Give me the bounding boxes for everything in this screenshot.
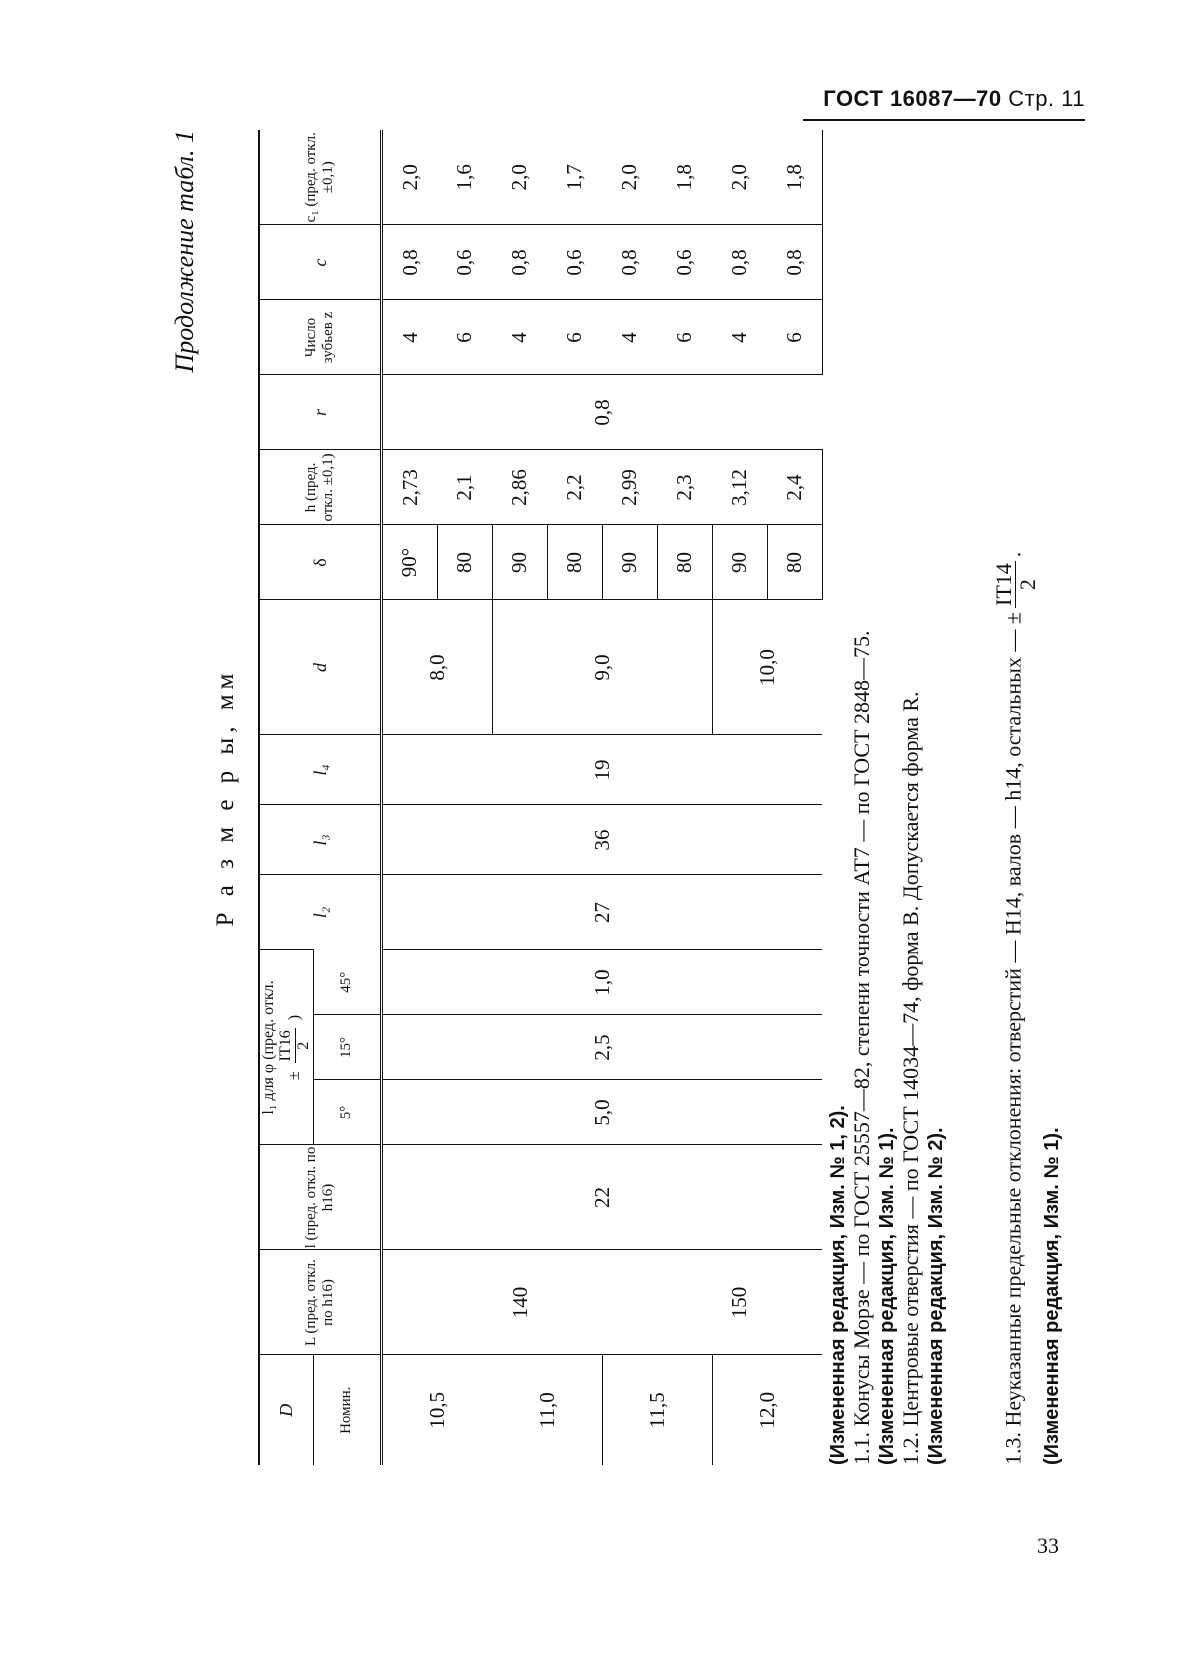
header-rule [803, 119, 1085, 121]
cell-delta: 80 [437, 525, 492, 600]
cell-h: 2,1 [437, 450, 492, 525]
cell-delta: 90° [381, 525, 437, 600]
note-1-3-amendment: (Измененная редакция, Изм. № 1). [1041, 1127, 1064, 1465]
cell-z: 4 [492, 300, 547, 375]
cell-z: 6 [437, 300, 492, 375]
cell-l1-45: 1,0 [381, 950, 822, 1015]
cell-h: 3,12 [712, 450, 767, 525]
cell-l2: 27 [381, 875, 822, 950]
col-l2: l₂ [259, 875, 381, 950]
col-h: h (пред. откл. ±0,1) [259, 450, 381, 525]
cell-D: 12,0 [712, 1355, 822, 1465]
cell-z: 6 [657, 300, 712, 375]
table-title: Р а з м е р ы, мм [212, 668, 239, 927]
cell-h: 2,2 [547, 450, 602, 525]
cell-c: 0,6 [547, 225, 602, 300]
col-l: l (пред. откл. по h16) [259, 1145, 381, 1250]
rotated-content [170, 130, 1080, 1465]
col-c: c [259, 225, 381, 300]
cell-c1: 2,0 [727, 164, 752, 191]
col-5deg: 5° [313, 1080, 381, 1145]
cell-c: 0,6 [437, 225, 492, 300]
continuation-label: Продолжение табл. 1 [170, 130, 199, 373]
cell-c1: 2,0 [397, 164, 422, 191]
cell-L: 150 [657, 1250, 822, 1355]
cell-l4: 19 [381, 735, 822, 805]
cell-z: 6 [767, 300, 822, 375]
cell-c1: 2,0 [617, 164, 642, 191]
col-15deg: 15° [313, 1015, 381, 1080]
note-1-2-amendment: (Измененная редакция, Изм. № 2). [925, 1127, 947, 1465]
note-1-1-amendment: (Измененная редакция, Изм. № 1). [876, 1127, 898, 1465]
cell-d: 9,0 [492, 600, 712, 735]
cell-h: 2,99 [602, 450, 657, 525]
standard-number: ГОСТ 16087—70 [823, 86, 1002, 111]
col-45deg: 45° [313, 950, 381, 1015]
cell-h: 2,86 [492, 450, 547, 525]
notes-section [825, 130, 1064, 1465]
note-1-1: 1.1. Конусы Морзе — по ГОСТ 25557—82, степени точности АТ7 — по ГОСТ 2848—75. [849, 630, 874, 1465]
cell-h: 2,4 [767, 450, 822, 525]
cell-D: 11,5 [602, 1355, 712, 1465]
col-r: r [259, 375, 381, 450]
cell-c: 0,6 [657, 225, 712, 300]
cell-r: 0,8 [381, 375, 822, 450]
cell-D: 11,0 [492, 1355, 602, 1465]
page-number: 33 [1037, 1533, 1059, 1558]
col-D: D [259, 1355, 313, 1465]
cell-c1: 1,8 [672, 164, 697, 191]
col-delta: δ [259, 525, 381, 600]
cell-D: 10,5 [381, 1355, 492, 1465]
cell-z: 4 [712, 300, 767, 375]
cell-l1-15: 2,5 [381, 1015, 822, 1080]
page-header [823, 86, 1085, 112]
cell-l: 22 [381, 1145, 822, 1250]
cell-l3: 36 [381, 805, 822, 875]
cell-delta: 90 [602, 525, 657, 600]
col-z: Число зубьев z [259, 300, 381, 375]
col-l4: l₄ [259, 735, 381, 805]
it14-fraction: IT14 2 [991, 563, 1041, 606]
cell-c: 0,8 [602, 225, 657, 300]
page-label: Стр. 11 [1008, 86, 1085, 111]
cell-delta: 80 [767, 525, 822, 600]
col-d: d [259, 600, 381, 735]
cell-l1-5: 5,0 [381, 1080, 822, 1145]
cell-c1: 2,0 [507, 164, 532, 191]
cell-z: 4 [602, 300, 657, 375]
col-c1: c₁ (пред. откл. ±0,1) [259, 130, 381, 225]
cell-L: 140 [381, 1250, 657, 1355]
cell-delta: 80 [657, 525, 712, 600]
cell-z: 4 [381, 300, 437, 375]
cell-c1: 1,7 [562, 164, 587, 191]
note-amendment: (Измененная редакция, Изм. № 1, 2). [827, 1105, 849, 1465]
cell-c1: 1,8 [767, 130, 822, 225]
col-l3: l₃ [259, 805, 381, 875]
cell-c: 0,8 [492, 225, 547, 300]
cell-delta: 80 [547, 525, 602, 600]
note-1-3: 1.3. Неуказанные предельные отклонения: отверстий — H14, валов — h14, остальных — ± IT14 2 . [991, 551, 1041, 1465]
cell-c: 0,8 [712, 225, 767, 300]
it16-fraction: IT16 2 [277, 1030, 313, 1062]
cell-z: 6 [547, 300, 602, 375]
cell-c1: 1,6 [452, 164, 477, 191]
col-L: L (пред. откл. по h16) [259, 1250, 381, 1355]
col-nominal: Номин. [313, 1355, 381, 1465]
col-l1: l₁ для φ (пред. откл. ± IT16 2 ) [259, 950, 313, 1145]
cell-h: 2,3 [657, 450, 712, 525]
cell-d: 10,0 [712, 600, 822, 735]
cell-c: 0,8 [767, 225, 822, 300]
note-1-2: 1.2. Центровые отверстия — по ГОСТ 14034—74, форма В. Допускается форма R. [898, 691, 923, 1465]
cell-d: 8,0 [381, 600, 492, 735]
cell-delta: 90 [712, 525, 767, 600]
dimensions-table [258, 130, 823, 1465]
cell-h: 2,73 [381, 450, 437, 525]
cell-delta: 90 [492, 525, 547, 600]
cell-c: 0,8 [381, 225, 437, 300]
